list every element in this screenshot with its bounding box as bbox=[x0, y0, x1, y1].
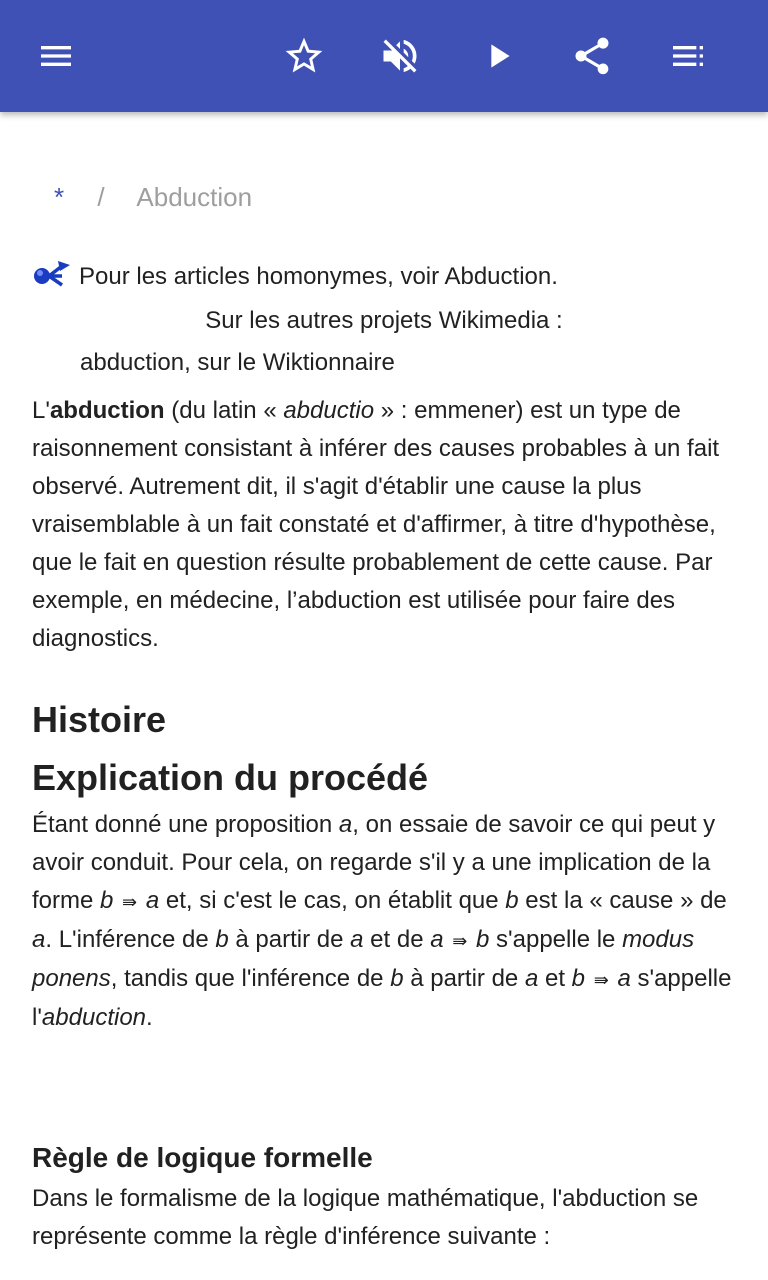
text-run: s'appelle le bbox=[489, 926, 623, 953]
var-a: a bbox=[617, 965, 631, 992]
var-a: a bbox=[145, 887, 160, 914]
share-icon bbox=[570, 34, 614, 78]
hatnote[interactable]: Pour les articles homonymes, voir Abduction. bbox=[79, 263, 558, 290]
var-a: a bbox=[32, 926, 46, 953]
breadcrumb-home-link[interactable]: * bbox=[54, 182, 65, 212]
modus-ponens-term: modus ponens bbox=[32, 926, 695, 992]
section-heading-regle: Règle de logique formelle bbox=[32, 1142, 373, 1173]
article-content bbox=[0, 112, 768, 1280]
intro-paragraph bbox=[32, 392, 736, 658]
var-b: b bbox=[476, 926, 490, 953]
text-run: et de bbox=[363, 926, 431, 953]
explication-paragraph bbox=[32, 806, 736, 1037]
favorite-button[interactable] bbox=[276, 28, 332, 84]
mute-button[interactable] bbox=[372, 28, 428, 84]
breadcrumb bbox=[54, 182, 252, 213]
text-run: et, si c'est le cas, on établit que bbox=[159, 887, 506, 914]
sister-projects-title: Sur les autres projets Wikimedia : bbox=[205, 307, 563, 334]
menu-button[interactable] bbox=[28, 28, 84, 84]
text-run: , on essaie de savoir ce qui peut y avoir conduit. Pour cela, on regarde s'il y a une implication de la forme bbox=[32, 811, 716, 914]
toc-button[interactable] bbox=[660, 28, 716, 84]
text-run: , tandis que l'inférence de bbox=[110, 965, 391, 992]
wiktionary-link[interactable]: abduction, sur le Wiktionnaire bbox=[80, 349, 395, 376]
text-run: . bbox=[146, 1004, 153, 1031]
var-a: a bbox=[350, 926, 364, 953]
play-button[interactable] bbox=[470, 28, 526, 84]
text-run: . L'inférence de bbox=[45, 926, 216, 953]
volume-off-icon bbox=[378, 34, 422, 78]
breadcrumb-separator: / bbox=[97, 182, 105, 212]
play-icon bbox=[478, 36, 518, 76]
regle-paragraph: Dans le formalisme de la logique mathématique, l'abduction se représente comme la règle d'inférence suivante : bbox=[32, 1185, 699, 1250]
text-run: à partir de bbox=[403, 965, 525, 992]
implies-symbol: ⇛ bbox=[593, 970, 609, 990]
var-b: b bbox=[390, 965, 404, 992]
intro-open: (du latin « bbox=[164, 397, 284, 424]
share-button[interactable] bbox=[564, 28, 620, 84]
var-a: a bbox=[524, 965, 539, 992]
star-outline-icon bbox=[282, 34, 326, 78]
text-run: s'appelle l' bbox=[32, 965, 732, 1031]
section-heading-explication: Explication du procédé bbox=[32, 757, 429, 798]
intro-term: abduction bbox=[49, 397, 165, 424]
var-b: b bbox=[571, 965, 586, 992]
intro-latin-word: abductio bbox=[283, 397, 375, 424]
hamburger-menu-icon bbox=[36, 36, 76, 76]
disambiguation-icon bbox=[32, 258, 72, 288]
var-b: b bbox=[215, 926, 229, 953]
intro-prefix: L' bbox=[32, 397, 50, 424]
breadcrumb-current: Abduction bbox=[136, 182, 253, 212]
text-run: à partir de bbox=[228, 926, 351, 953]
app-toolbar bbox=[0, 0, 768, 112]
var-a: a bbox=[430, 926, 444, 953]
table-of-contents-icon bbox=[668, 36, 708, 76]
var-b: b bbox=[505, 887, 519, 914]
abduction-term: abduction bbox=[41, 1004, 147, 1031]
text-run: et bbox=[538, 965, 572, 992]
text-run: est la « cause » de bbox=[518, 887, 727, 914]
section-heading-histoire: Histoire bbox=[32, 699, 167, 740]
intro-rest: » : emmener) est un type de raisonnement consistant à inférer des causes probables à un fait observé. Autrement dit, il s'agit d'établir une cause la plus vraisemblable à un fait constaté et d'affirmer, à titre d'hypothèse, que le fait en question résulte probablement de cette cause. Par exemple, en médecine, l’abduction est utilisée pour faire des diagnostics. bbox=[32, 397, 720, 652]
implies-symbol: ⇛ bbox=[452, 931, 468, 951]
var-a: a bbox=[338, 811, 353, 838]
implies-symbol: ⇛ bbox=[122, 892, 138, 912]
text-run: Étant donné une proposition bbox=[32, 811, 339, 838]
var-b: b bbox=[100, 887, 114, 914]
